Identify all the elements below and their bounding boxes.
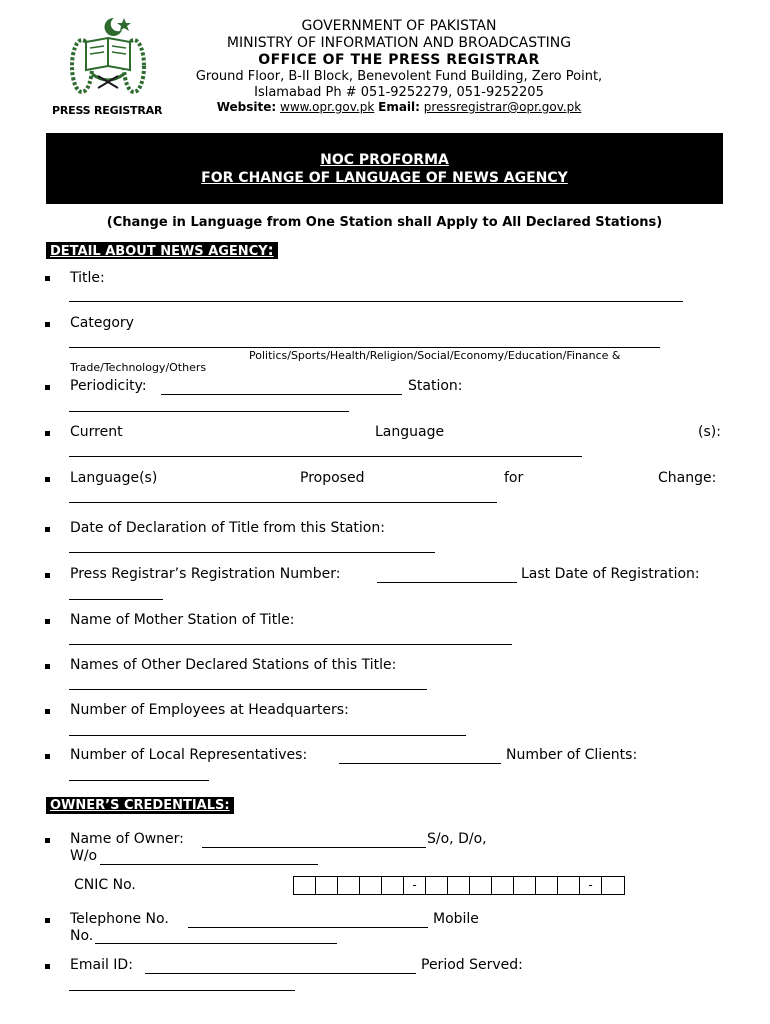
- mobile-field[interactable]: [95, 943, 337, 944]
- cnic-digit[interactable]: [602, 877, 624, 894]
- employees-field[interactable]: [69, 735, 466, 736]
- current-label-c: (s):: [698, 424, 721, 440]
- category-label: Category: [70, 315, 134, 331]
- bullet-icon: [45, 527, 50, 532]
- period-served-label: Period Served:: [421, 957, 523, 973]
- bullet-icon: [45, 838, 50, 843]
- title-banner: [46, 133, 723, 204]
- telephone-field[interactable]: [188, 927, 428, 928]
- bullet-icon: [45, 619, 50, 624]
- mother-station-field[interactable]: [69, 644, 512, 645]
- period-served-field[interactable]: [69, 990, 295, 991]
- banner-line-2: FOR CHANGE OF LANGUAGE OF NEWS AGENCY: [201, 170, 568, 186]
- category-field[interactable]: [69, 347, 660, 348]
- current-language-field[interactable]: [69, 456, 582, 457]
- cnic-digit[interactable]: [426, 877, 448, 894]
- cnic-digit[interactable]: [470, 877, 492, 894]
- regno-label: Press Registrar’s Registration Number:: [70, 566, 341, 582]
- website-label: Website:: [216, 100, 277, 114]
- cnic-digit[interactable]: [338, 877, 360, 894]
- section-news-agency-label: DETAIL ABOUT NEWS AGENCY: [50, 244, 268, 259]
- title-field[interactable]: [69, 301, 683, 302]
- bullet-icon: [45, 964, 50, 969]
- other-stations-label: Names of Other Declared Stations of this Title:: [70, 657, 397, 673]
- telephone-label: Telephone No.: [70, 911, 169, 927]
- email-label: Email:: [378, 100, 420, 114]
- proposed-label-d: Change:: [658, 470, 717, 486]
- bullet-icon: [45, 754, 50, 759]
- cnic-digit[interactable]: [448, 877, 470, 894]
- clients-field[interactable]: [69, 780, 209, 781]
- email-link[interactable]: pressregistrar@opr.gov.pk: [423, 100, 582, 114]
- header-phone: Islamabad Ph # 051-9252279, 051-9252205: [254, 85, 544, 100]
- title-label: Title:: [70, 270, 105, 286]
- category-hint-a: Politics/Sports/Health/Religion/Social/Economy/Education/Finance &: [249, 349, 621, 362]
- header-address: Ground Floor, B-II Block, Benevolent Fund Building, Zero Point,: [195, 69, 603, 84]
- cnic-digit[interactable]: [294, 877, 316, 894]
- owner-label: Name of Owner:: [70, 831, 184, 847]
- bullet-icon: [45, 918, 50, 923]
- proposed-label-a: Language(s): [70, 470, 158, 486]
- station-field[interactable]: [69, 411, 349, 412]
- category-hint-b: Trade/Technology/Others: [70, 361, 207, 374]
- cnic-label: CNIC No.: [74, 877, 136, 893]
- header-office: OFFICE OF THE PRESS REGISTRAR: [258, 52, 540, 68]
- bullet-icon: [45, 322, 50, 327]
- local-reps-label: Number of Local Representatives:: [70, 747, 308, 763]
- email-id-field[interactable]: [145, 973, 416, 974]
- employees-label: Number of Employees at Headquarters:: [70, 702, 349, 718]
- current-label-a: Current: [70, 424, 123, 440]
- periodicity-label: Periodicity:: [70, 378, 147, 394]
- cnic-digit[interactable]: [536, 877, 558, 894]
- other-stations-field[interactable]: [69, 689, 427, 690]
- bullet-icon: [45, 664, 50, 669]
- press-registrar-logo: [62, 14, 154, 106]
- bullet-icon: [45, 477, 50, 482]
- mother-station-label: Name of Mother Station of Title:: [70, 612, 295, 628]
- bullet-icon: [45, 385, 50, 390]
- clients-label: Number of Clients:: [506, 747, 638, 763]
- header-ministry: MINISTRY OF INFORMATION AND BROADCASTING: [226, 35, 572, 51]
- cnic-input[interactable]: [293, 876, 625, 895]
- section-owner-title: OWNER’S CREDENTIALS:: [46, 797, 234, 814]
- relation-field[interactable]: [100, 864, 318, 865]
- cnic-dash: -: [404, 877, 426, 894]
- website-link[interactable]: www.opr.gov.pk: [280, 100, 375, 114]
- email-id-label: Email ID:: [70, 957, 133, 973]
- current-label-b: Language: [375, 424, 445, 440]
- cnic-digit[interactable]: [382, 877, 404, 894]
- cnic-digit[interactable]: [558, 877, 580, 894]
- cnic-digit[interactable]: [360, 877, 382, 894]
- declaration-label: Date of Declaration of Title from this Station:: [70, 520, 385, 536]
- section-news-agency-colon: :: [267, 241, 274, 259]
- wo-label: W/o: [70, 848, 98, 864]
- lastreg-label: Last Date of Registration:: [521, 566, 700, 582]
- cnic-digit[interactable]: [492, 877, 514, 894]
- bullet-icon: [45, 709, 50, 714]
- emblem-icon: [62, 14, 154, 106]
- logo-caption: PRESS REGISTRAR: [52, 104, 163, 117]
- local-reps-field[interactable]: [339, 763, 501, 764]
- relation-label: S/o, D/o,: [427, 831, 487, 847]
- proposed-label-b: Proposed: [300, 470, 365, 486]
- bullet-icon: [45, 431, 50, 436]
- cnic-dash: -: [580, 877, 602, 894]
- section-news-agency-title: [46, 242, 278, 259]
- owner-name-field[interactable]: [202, 847, 426, 848]
- station-label: Station:: [408, 378, 463, 394]
- declaration-date-field[interactable]: [69, 552, 435, 553]
- mobile-no-label: No.: [70, 928, 94, 944]
- regno-field[interactable]: [377, 582, 517, 583]
- header-government: GOVERNMENT OF PAKISTAN: [301, 18, 497, 34]
- language-note: (Change in Language from One Station shall Apply to All Declared Stations): [106, 215, 663, 230]
- cnic-digit[interactable]: [316, 877, 338, 894]
- periodicity-field[interactable]: [161, 394, 402, 395]
- banner-line-1: NOC PROFORMA: [320, 152, 449, 168]
- proposed-label-c: for: [504, 470, 524, 486]
- header-contacts: [160, 100, 638, 114]
- cnic-digit[interactable]: [514, 877, 536, 894]
- proposed-language-field[interactable]: [69, 502, 497, 503]
- lastreg-field[interactable]: [69, 599, 163, 600]
- bullet-icon: [45, 573, 50, 578]
- bullet-icon: [45, 276, 50, 281]
- mobile-label: Mobile: [433, 911, 479, 927]
